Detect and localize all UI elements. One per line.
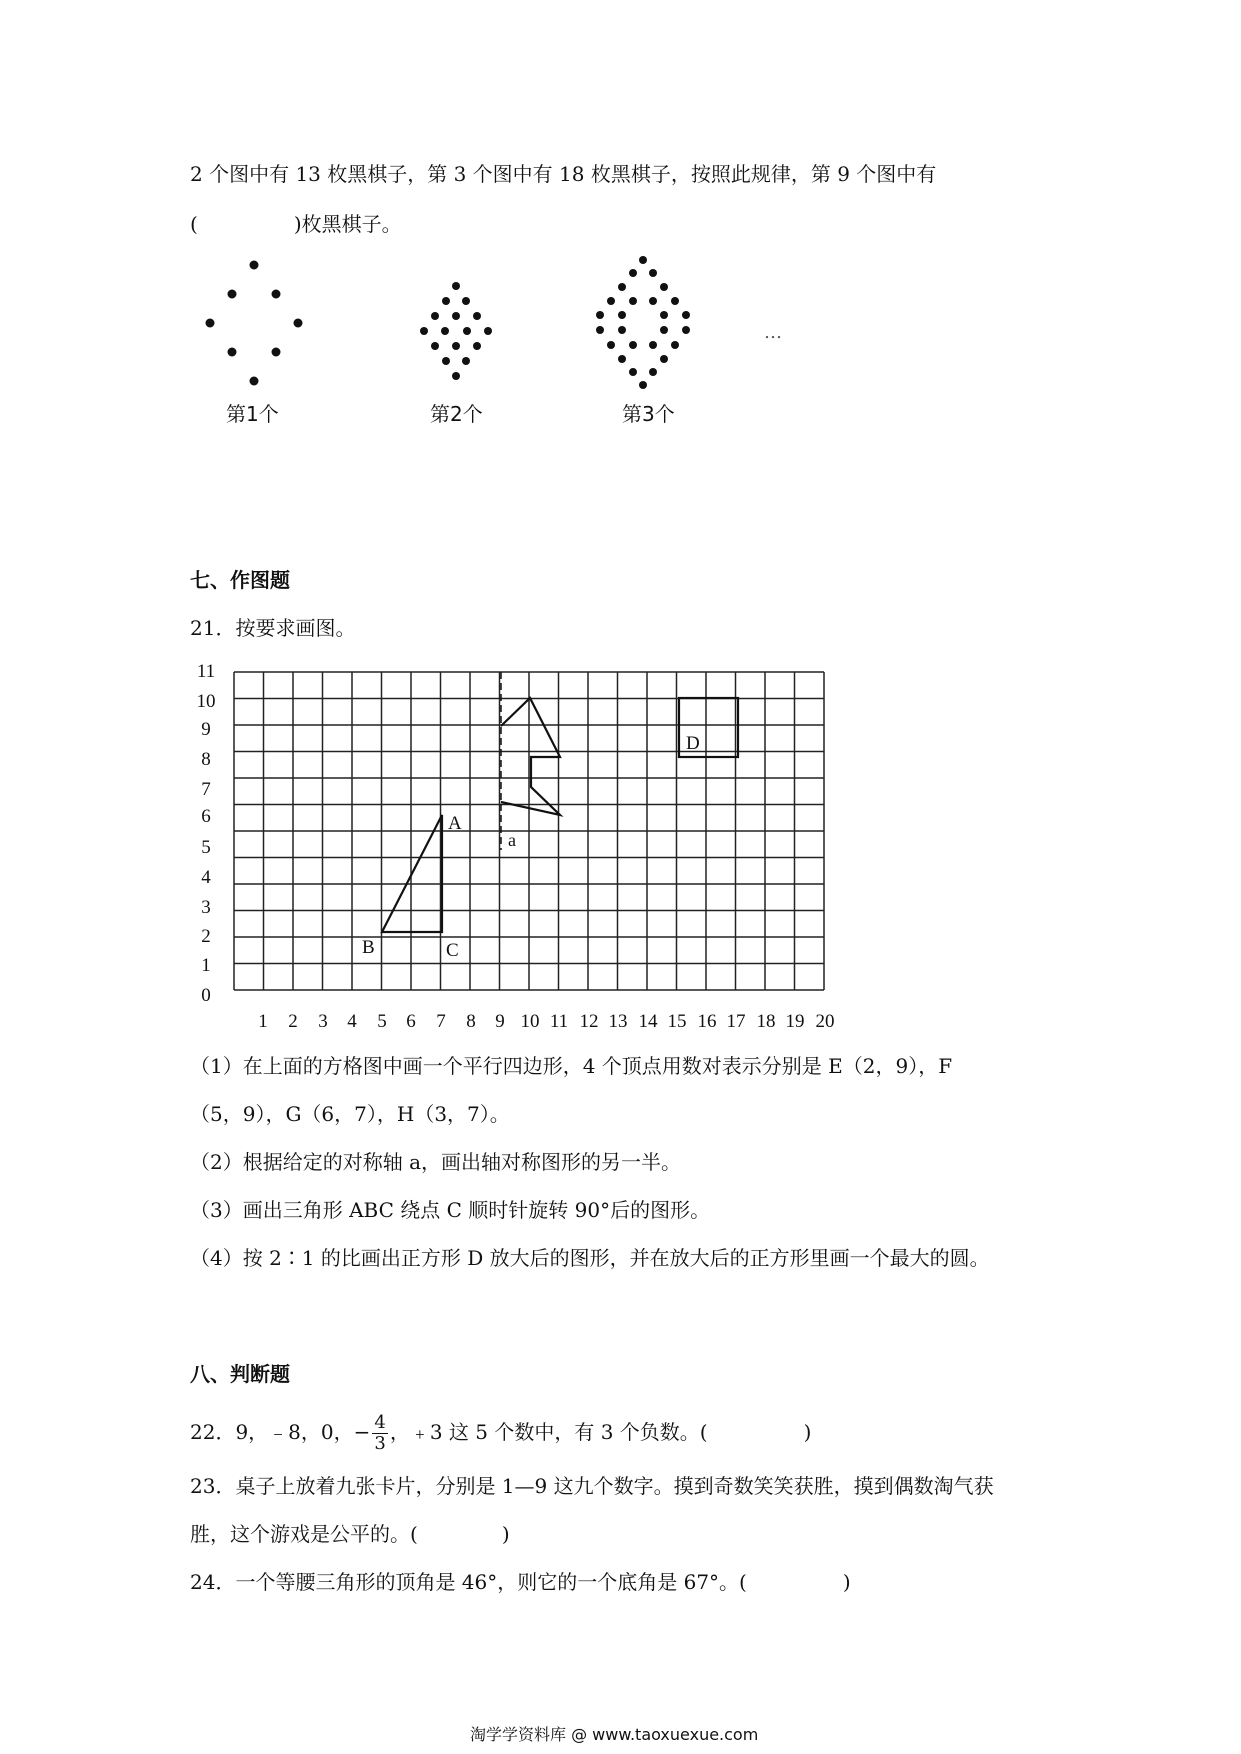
- coordinate-grid: [190, 655, 850, 1035]
- x-label: 19: [785, 1011, 805, 1032]
- q24-close-paren: ): [842, 1570, 851, 1594]
- q23-close-paren: ): [501, 1522, 510, 1546]
- vertex-b-label: B: [362, 937, 375, 958]
- dot-figure-3: [596, 256, 690, 389]
- x-label: 17: [726, 1011, 746, 1032]
- vertex-a-label: A: [448, 813, 462, 834]
- y-label: 8: [201, 749, 211, 770]
- x-label: 3: [318, 1011, 328, 1032]
- fraction-denominator: 3: [374, 1433, 386, 1454]
- dot-figure-1: [206, 261, 303, 386]
- y-label: 10: [196, 691, 216, 712]
- y-label: 5: [201, 837, 211, 858]
- pattern-ellipsis: …: [764, 322, 782, 343]
- q21-item-3: （3）画出三角形 ABC 绕点 C 顺时针旋转 90°后的图形。: [190, 1198, 711, 1222]
- x-label: 13: [608, 1011, 628, 1032]
- dot-figure-2: [420, 282, 492, 380]
- q21-item-1-line2: （5，9），G（6，7），H（3，7）。: [190, 1102, 510, 1126]
- x-label: 15: [667, 1011, 687, 1032]
- footer-watermark: 淘学学资料库 @ www.taoxuexue.com: [470, 1725, 759, 1744]
- figure-1-caption: 第1个: [226, 402, 279, 426]
- section-8-title: 八、判断题: [190, 1362, 290, 1386]
- y-label: 9: [201, 719, 211, 740]
- x-label: 11: [549, 1011, 569, 1032]
- figure-3-caption: 第3个: [622, 402, 675, 426]
- q20-open-paren: (: [190, 212, 198, 236]
- fraction-numerator: 4: [374, 1412, 386, 1433]
- q20-text-line1: 2 个图中有 13 枚黑棋子，第 3 个图中有 18 枚黑棋子，按照此规律，第 9 个图中有: [190, 162, 937, 186]
- x-label: 20: [815, 1011, 835, 1032]
- x-label: 18: [756, 1011, 776, 1032]
- triangle-abc: [382, 815, 442, 932]
- x-label: 6: [406, 1011, 416, 1032]
- section-7-title: 七、作图题: [190, 568, 290, 592]
- q20-text-line2: [190, 210, 402, 238]
- y-label: 3: [201, 897, 211, 918]
- x-label: 10: [520, 1011, 540, 1032]
- x-label: 2: [288, 1011, 298, 1032]
- x-label: 9: [495, 1011, 505, 1032]
- q22-before: 22．9，﹣8，0，−: [190, 1420, 371, 1444]
- q24-text: 24．一个等腰三角形的顶角是 46°，则它的一个底角是 67°。(: [190, 1570, 747, 1594]
- figure-2-caption: 第2个: [430, 402, 483, 426]
- x-axis-labels: [258, 1011, 834, 1032]
- q21-title: 21．按要求画图。: [190, 616, 356, 640]
- x-label: 5: [377, 1011, 387, 1032]
- q21-item-4: （4）按 2∶1 的比画出正方形 D 放大后的图形，并在放大后的正方形里画一个最大的圆。: [190, 1246, 990, 1270]
- vertex-c-label: C: [446, 940, 459, 961]
- x-label: 7: [436, 1011, 446, 1032]
- y-label: 4: [201, 867, 211, 888]
- y-label: 7: [201, 779, 211, 800]
- half-symmetric-figure: [501, 698, 560, 815]
- x-label: 8: [466, 1011, 476, 1032]
- q23-line2: [190, 1520, 510, 1548]
- grid-lines: [234, 672, 824, 990]
- y-label: 2: [201, 926, 211, 947]
- square-d-label: D: [686, 733, 700, 754]
- dot-pattern-figures: [190, 250, 790, 410]
- x-label: 1: [258, 1011, 268, 1032]
- q24: [190, 1568, 851, 1596]
- q20-line2-rest: )枚黑棋子。: [293, 212, 402, 236]
- x-label: 14: [638, 1011, 658, 1032]
- y-label: 11: [196, 661, 216, 682]
- x-label: 16: [697, 1011, 717, 1032]
- q22: [190, 1410, 811, 1454]
- fraction-four-thirds: [372, 1413, 387, 1454]
- x-label: 4: [347, 1011, 357, 1032]
- q21-item-2: （2）根据给定的对称轴 a，画出轴对称图形的另一半。: [190, 1150, 682, 1174]
- x-label: 12: [579, 1011, 599, 1032]
- y-label: 6: [201, 806, 211, 827]
- q22-close-paren: ): [803, 1420, 812, 1444]
- y-label: 0: [201, 985, 211, 1006]
- q23-line2-text: 胜，这个游戏是公平的。(: [190, 1522, 418, 1546]
- y-axis-labels: [197, 661, 216, 1006]
- y-label: 1: [201, 955, 211, 976]
- q23-line1: 23．桌子上放着九张卡片，分别是 1—9 这九个数字。摸到奇数笑笑获胜，摸到偶数淘气获: [190, 1474, 994, 1498]
- q21-item-1-line1: （1）在上面的方格图中画一个平行四边形，4 个顶点用数对表示分别是 E（2，9），F: [190, 1054, 953, 1078]
- q22-after: ，﹢3 这 5 个数中，有 3 个负数。(: [389, 1420, 708, 1444]
- axis-a-label: a: [508, 830, 516, 850]
